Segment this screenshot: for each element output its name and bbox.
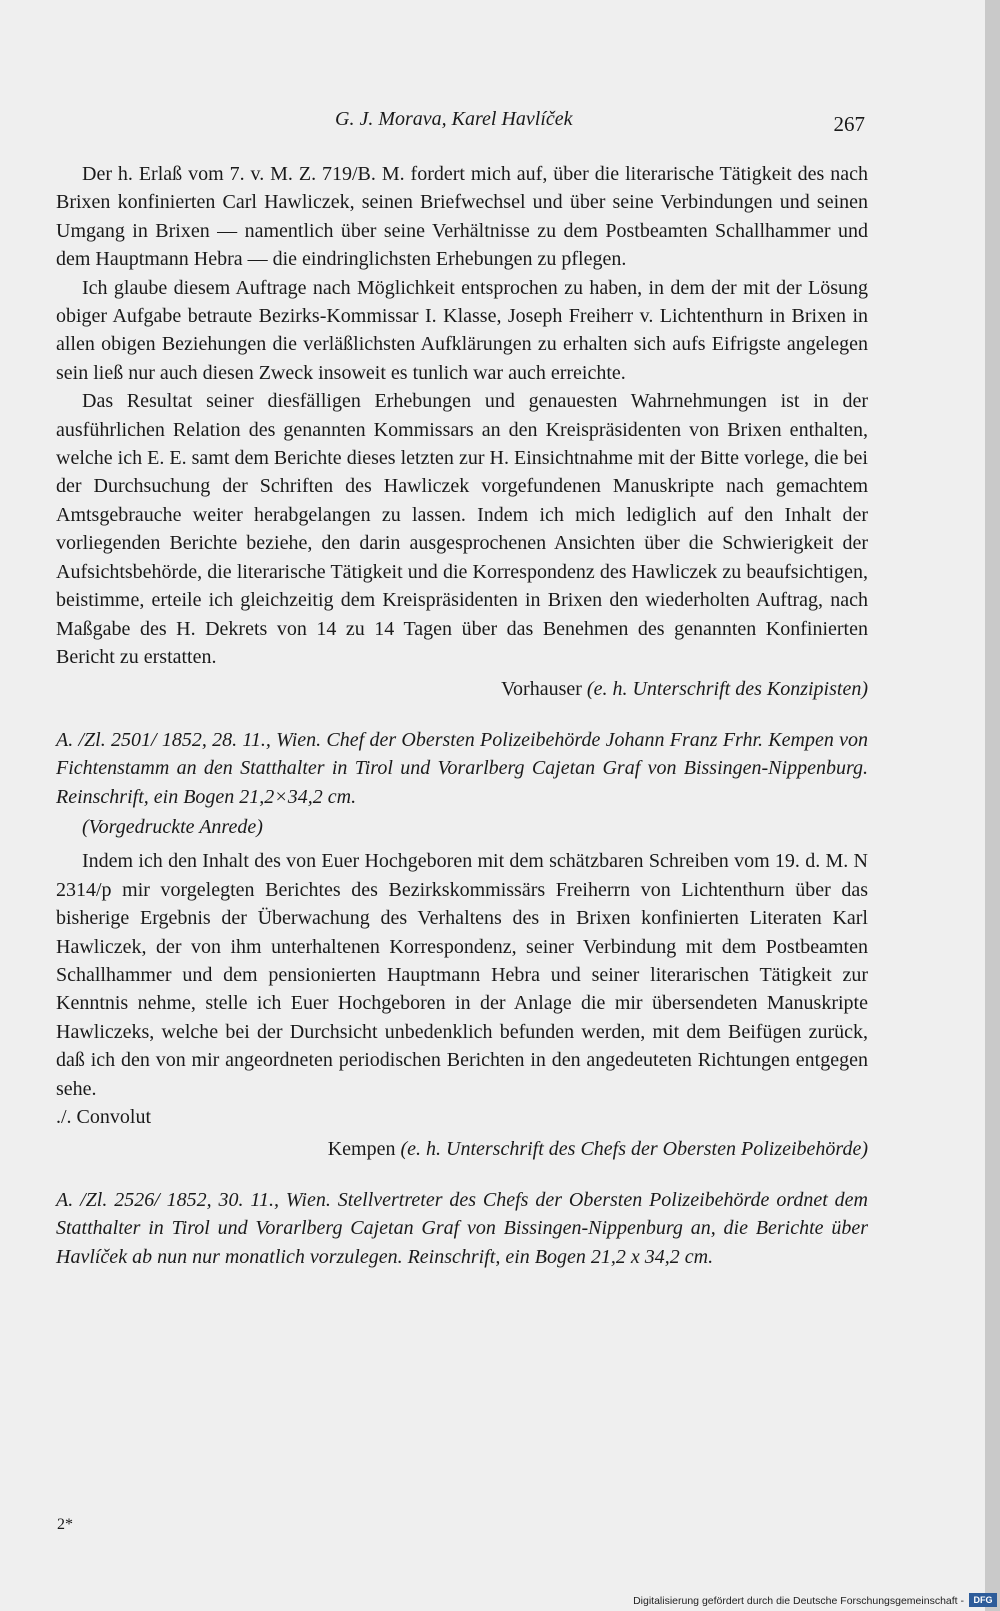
page-number: 267 bbox=[833, 112, 865, 136]
paragraph-1: Der h. Erlaß vom 7. v. M. Z. 719/B. M. fordert mich auf, über die literarische Tätigkeit des nach Brixen konfinierten Carl Hawliczek, seinen Briefwechsel und über seine Verbindungen und seinen Umgang in Brixen — namentlich über seine Verhältnisse zu dem Postbeamten Schallhammer und dem Hauptmann Hebra — die eindringlichsten Erhebungen zu pflegen. bbox=[56, 163, 868, 271]
page-edge bbox=[985, 0, 1000, 1611]
document-entry-1: A. /Zl. 2501/ 1852, 28. 11., Wien. Chef der Obersten Polizeibehörde Johann Franz Frhr. Kempen von Fichtenstamm an den Statthalter in Tirol und Vorarlberg Cajetan Graf von Bissingen-Nippenburg. Reinschrift, ein Bogen 21,2×34,2 cm. bbox=[56, 728, 868, 808]
signature-note: (e. h. Unterschrift des Konzipisten) bbox=[586, 678, 868, 701]
paragraph-3: Das Resultat seiner diesfälligen Erhebungen und genauesten Wahrnehmungen ist in der ausführlichen Relation des genannten Kommissars an den Kreispräsidenten von Brixen enthalten, welche ich E. E. samt dem Berichte dieses letzten zur H. Einsichtnahme mit der Bitte vorlege, die bei der Durchsuchung der Schriften des Hawliczek vorgefundenen Manuskripte nach gemachtem Amtsgebrauche weiter herabgelangen zu lassen. Indem ich mich lediglich auf den Inhalt der vorliegenden Berichte beziehe, den darin ausgesprochenen Ansichten über die Schwierigkeit der Aufsichtsbehörde, die literarische Tätigkeit und die Korrespondenz des Hawliczek zu beaufsichtigen, beistimme, erteile ich gleichzeitig dem Kreispräsidenten in Brixen den wiederholten Auftrag, nach Maßgabe des H. Dekrets von 14 zu 14 Tagen über das Benehmen des genannten Konfinierten Bericht zu erstatten. bbox=[56, 390, 868, 668]
signature-mark: 2* bbox=[57, 1516, 73, 1533]
signature-name: Kempen bbox=[327, 1138, 396, 1161]
running-head bbox=[335, 108, 865, 136]
paragraph-4: Indem ich den Inhalt des von Euer Hochgeboren mit dem schätzbaren Schreiben vom 19. d. M. N 2314/p mir vorgelegten Berichtes des Bezirkskommissärs Freiherrn von Lichtenthurn über das bisherige Ergebnis der Überwachung des Verhaltens des in Brixen konfinierten Literaten Karl Hawliczek, der von ihm unterhaltenen Korrespondenz, seiner Verbindung mit dem Postbeamten Schallhammer und dem pensionierten Hauptmann Hebra und seiner literarischen Tätigkeit zur Kenntnis nehme, stelle ich Euer Hochgeboren in der Anlage die mir übersendeten Manuskripte Hawliczeks, welche bei der Durchsicht unbedenklich befunden werden, mit dem Beifügen zurück, daß ich den von mir angeordneten periodischen Berichten in den angedeuteten Richtungen entgegen sehe. bbox=[56, 850, 868, 1100]
paragraph-2: Ich glaube diesem Auftrage nach Möglichkeit entsprochen zu haben, in dem der mit der Lösung obiger Aufgabe betraute Bezirks-Kommissar I. Klasse, Joseph Freiherr v. Lichtenthurn in Brixen in allen obigen Beziehungen die verläßlichsten Aufklärungen zu erhalten sich aufs Eifrigste angelegen sein ließ nur auch diesen Zweck insoweit es tunlich war auch erreichte. bbox=[56, 276, 868, 384]
signature-note: (e. h. Unterschrift des Chefs der Obersten Polizeibehörde) bbox=[400, 1138, 868, 1161]
document-entry-2: A. /Zl. 2526/ 1852, 30. 11., Wien. Stellvertreter des Chefs der Obersten Polizeibehörde ordnet dem Statthalter in Tirol und Vorarlberg Cajetan Graf von Bissingen-Nippenburg an, die Berichte über Havlíček ab nun nur monatlich vorzulegen. Reinschrift, ein Bogen 21,2 x 34,2 cm. bbox=[56, 1188, 868, 1268]
signature-kempen bbox=[56, 1135, 868, 1163]
signature-vorhauser bbox=[56, 675, 868, 703]
running-title: G. J. Morava, Karel Havlíček bbox=[335, 108, 573, 130]
enclosure-line: ./. Convolut bbox=[56, 1106, 152, 1128]
dfg-logo: DFG bbox=[969, 1593, 997, 1607]
salutation-note: (Vorgedruckte Anrede) bbox=[82, 815, 263, 838]
signature-name: Vorhauser bbox=[501, 678, 582, 701]
main-text bbox=[56, 160, 868, 1271]
digitization-note: Digitalisierung gefördert durch die Deutsche Forschungsgemeinschaft - bbox=[633, 1595, 964, 1607]
